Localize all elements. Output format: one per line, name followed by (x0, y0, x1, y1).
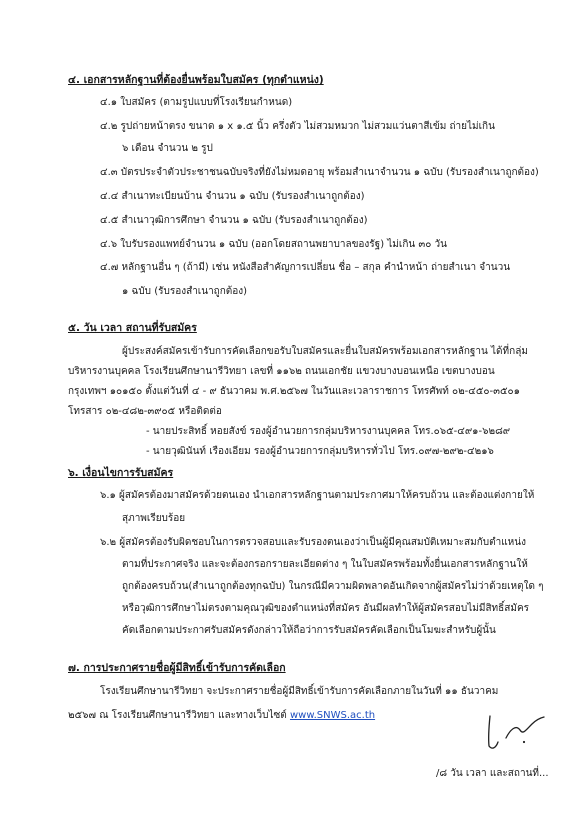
paragraph-line (68, 710, 375, 722)
paragraph-line: ๖.๑ ผู้สมัครต้องมาสมัครด้วยตนเอง นำเอกสารหลักฐานตามประกาศมาให้ครบถ้วน และต้องแต่งกายให้ (100, 490, 535, 501)
paragraph-line: สุภาพเรียบร้อย (122, 513, 186, 524)
section-6-heading: ๖. เงื่อนไขการรับสมัคร (68, 467, 174, 479)
list-item: ๔.๖ ใบรับรองแพทย์จำนวน ๑ ฉบับ (ออกโดยสถานพยาบาลของรัฐ) ไม่เกิน ๓๐ วัน (100, 239, 447, 250)
paragraph-line: โรงเรียนศึกษานารีวิทยา จะประกาศรายชื่อผู้มีสิทธิ์เข้ารับการคัดเลือกภายในวันที่ ๑๑ ธันวาคม (100, 686, 499, 697)
announcement-text: ๒๕๖๗ ณ โรงเรียนศึกษานารีวิทยา และทางเว็บไซต์ (68, 710, 290, 721)
list-item: ๑ ฉบับ (รับรองสำเนาถูกต้อง) (122, 286, 248, 297)
paragraph-line: ๖.๒ ผู้สมัครต้องรับผิดชอบในการตรวจสอบและรับรองตนเองว่าเป็นผู้มีคุณสมบัติเหมาะสมกับตำแหน่ง (100, 537, 526, 548)
website-link[interactable]: www.SNWS.ac.th (289, 710, 376, 721)
section-4-heading: ๔. เอกสารหลักฐานที่ต้องยื่นพร้อมใบสมัคร (ทุกตำแหน่ง) (68, 74, 324, 86)
list-item: ๖ เดือน จำนวน ๒ รูป (122, 143, 213, 154)
list-item: ๔.๗ หลักฐานอื่น ๆ (ถ้ามี) เช่น หนังสือสำคัญการเปลี่ยน ชื่อ – สกุล คำนำหน้า ถ่ายสำเนา จำนวน (100, 262, 511, 273)
list-item: ๔.๑ ใบสมัคร (ตามรูปแบบที่โรงเรียนกำหนด) (100, 97, 293, 108)
list-item: ๔.๒ รูปถ่ายหน้าตรง ขนาด ๑ x ๑.๕ นิ้ว ครึ่งตัว ไม่สวมหมวก ไม่สวมแว่นตาสีเข้ม ถ่ายไม่เกิน (100, 121, 495, 132)
paragraph-line: คัดเลือกตามประกาศรับสมัครดังกล่าวให้ถือว่าการรับสมัครคัดเลือกเป็นโมฆะสำหรับผู้นั้น (122, 625, 496, 636)
contact-line: - นายวุฒินันท์ เรืองเอียม รองผู้อำนวยการกลุ่มบริหารทั่วไป โทร.๐๙๗-๒๙๒-๔๒๑๖ (146, 446, 494, 457)
paragraph-line: กรุงเทพฯ ๑๐๑๕๐ ตั้งแต่วันที่ ๔ - ๙ ธันวาคม พ.ศ.๒๕๖๗ ในวันและเวลาราชการ โทรศัพท์ ๐๒-๔๕๐-๓๕๐๑ (68, 386, 520, 397)
paragraph-line: ผู้ประสงค์สมัครเข้ารับการคัดเลือกขอรับใบสมัครและยื่นใบสมัครพร้อมเอกสารหลักฐาน ได้ที่กลุ่ม (122, 346, 528, 357)
list-item: ๔.๓ บัตรประจำตัวประชาชนฉบับจริงที่ยังไม่หมดอายุ พร้อมสำเนาจำนวน ๑ ฉบับ (รับรองสำเนาถูกต้อง) (100, 167, 539, 178)
paragraph-line: บริหารงานบุคคล โรงเรียนศึกษานารีวิทยา เลขที่ ๑๑๖๒ ถนนเอกชัย แขวงบางบอนเหนือ เขตบางบอน (68, 366, 495, 377)
paragraph-line: ตามที่ประกาศจริง และจะต้องกรอกรายละเอียดต่าง ๆ ในใบสมัครพร้อมทั้งยื่นเอกสารหลักฐานให้ (122, 559, 528, 570)
list-item: ๔.๔ สำเนาทะเบียนบ้าน จำนวน ๑ ฉบับ (รับรองสำเนาถูกต้อง) (100, 191, 365, 202)
next-page-continuation: /๘ วัน เวลา และสถานที่... (436, 768, 549, 779)
section-5-heading: ๕. วัน เวลา สถานที่รับสมัคร (68, 322, 197, 334)
contact-line: - นายประสิทธิ์ หอยสังข์ รองผู้อำนวยการกลุ่มบริหารงานบุคคล โทร.๐๖๕-๔๙๑-๖๒๘๙ (146, 426, 511, 437)
paragraph-line: โทรสาร ๐๒-๔๘๒-๓๙๐๕ หรือติดต่อ (68, 406, 222, 417)
signature-mark (480, 708, 550, 753)
list-item: ๔.๕ สำเนาวุฒิการศึกษา จำนวน ๑ ฉบับ (รับรองสำเนาถูกต้อง) (100, 215, 368, 226)
section-7-heading: ๗. การประกาศรายชื่อผู้มีสิทธิ์เข้ารับการคัดเลือก (68, 662, 286, 674)
paragraph-line: หรือวุฒิการศึกษาไม่ตรงตามคุณวุฒิของตำแหน่งที่สมัคร อันมีผลทำให้ผู้สมัครสอบไม่มีสิทธิ์สมัคร (122, 603, 530, 614)
paragraph-line: ถูกต้องครบถ้วน(สำเนาถูกต้องทุกฉบับ) ในกรณีมีความผิดพลาดอันเกิดจากผู้สมัครไม่ว่าด้วยเหตุใด ๆ (122, 581, 544, 592)
